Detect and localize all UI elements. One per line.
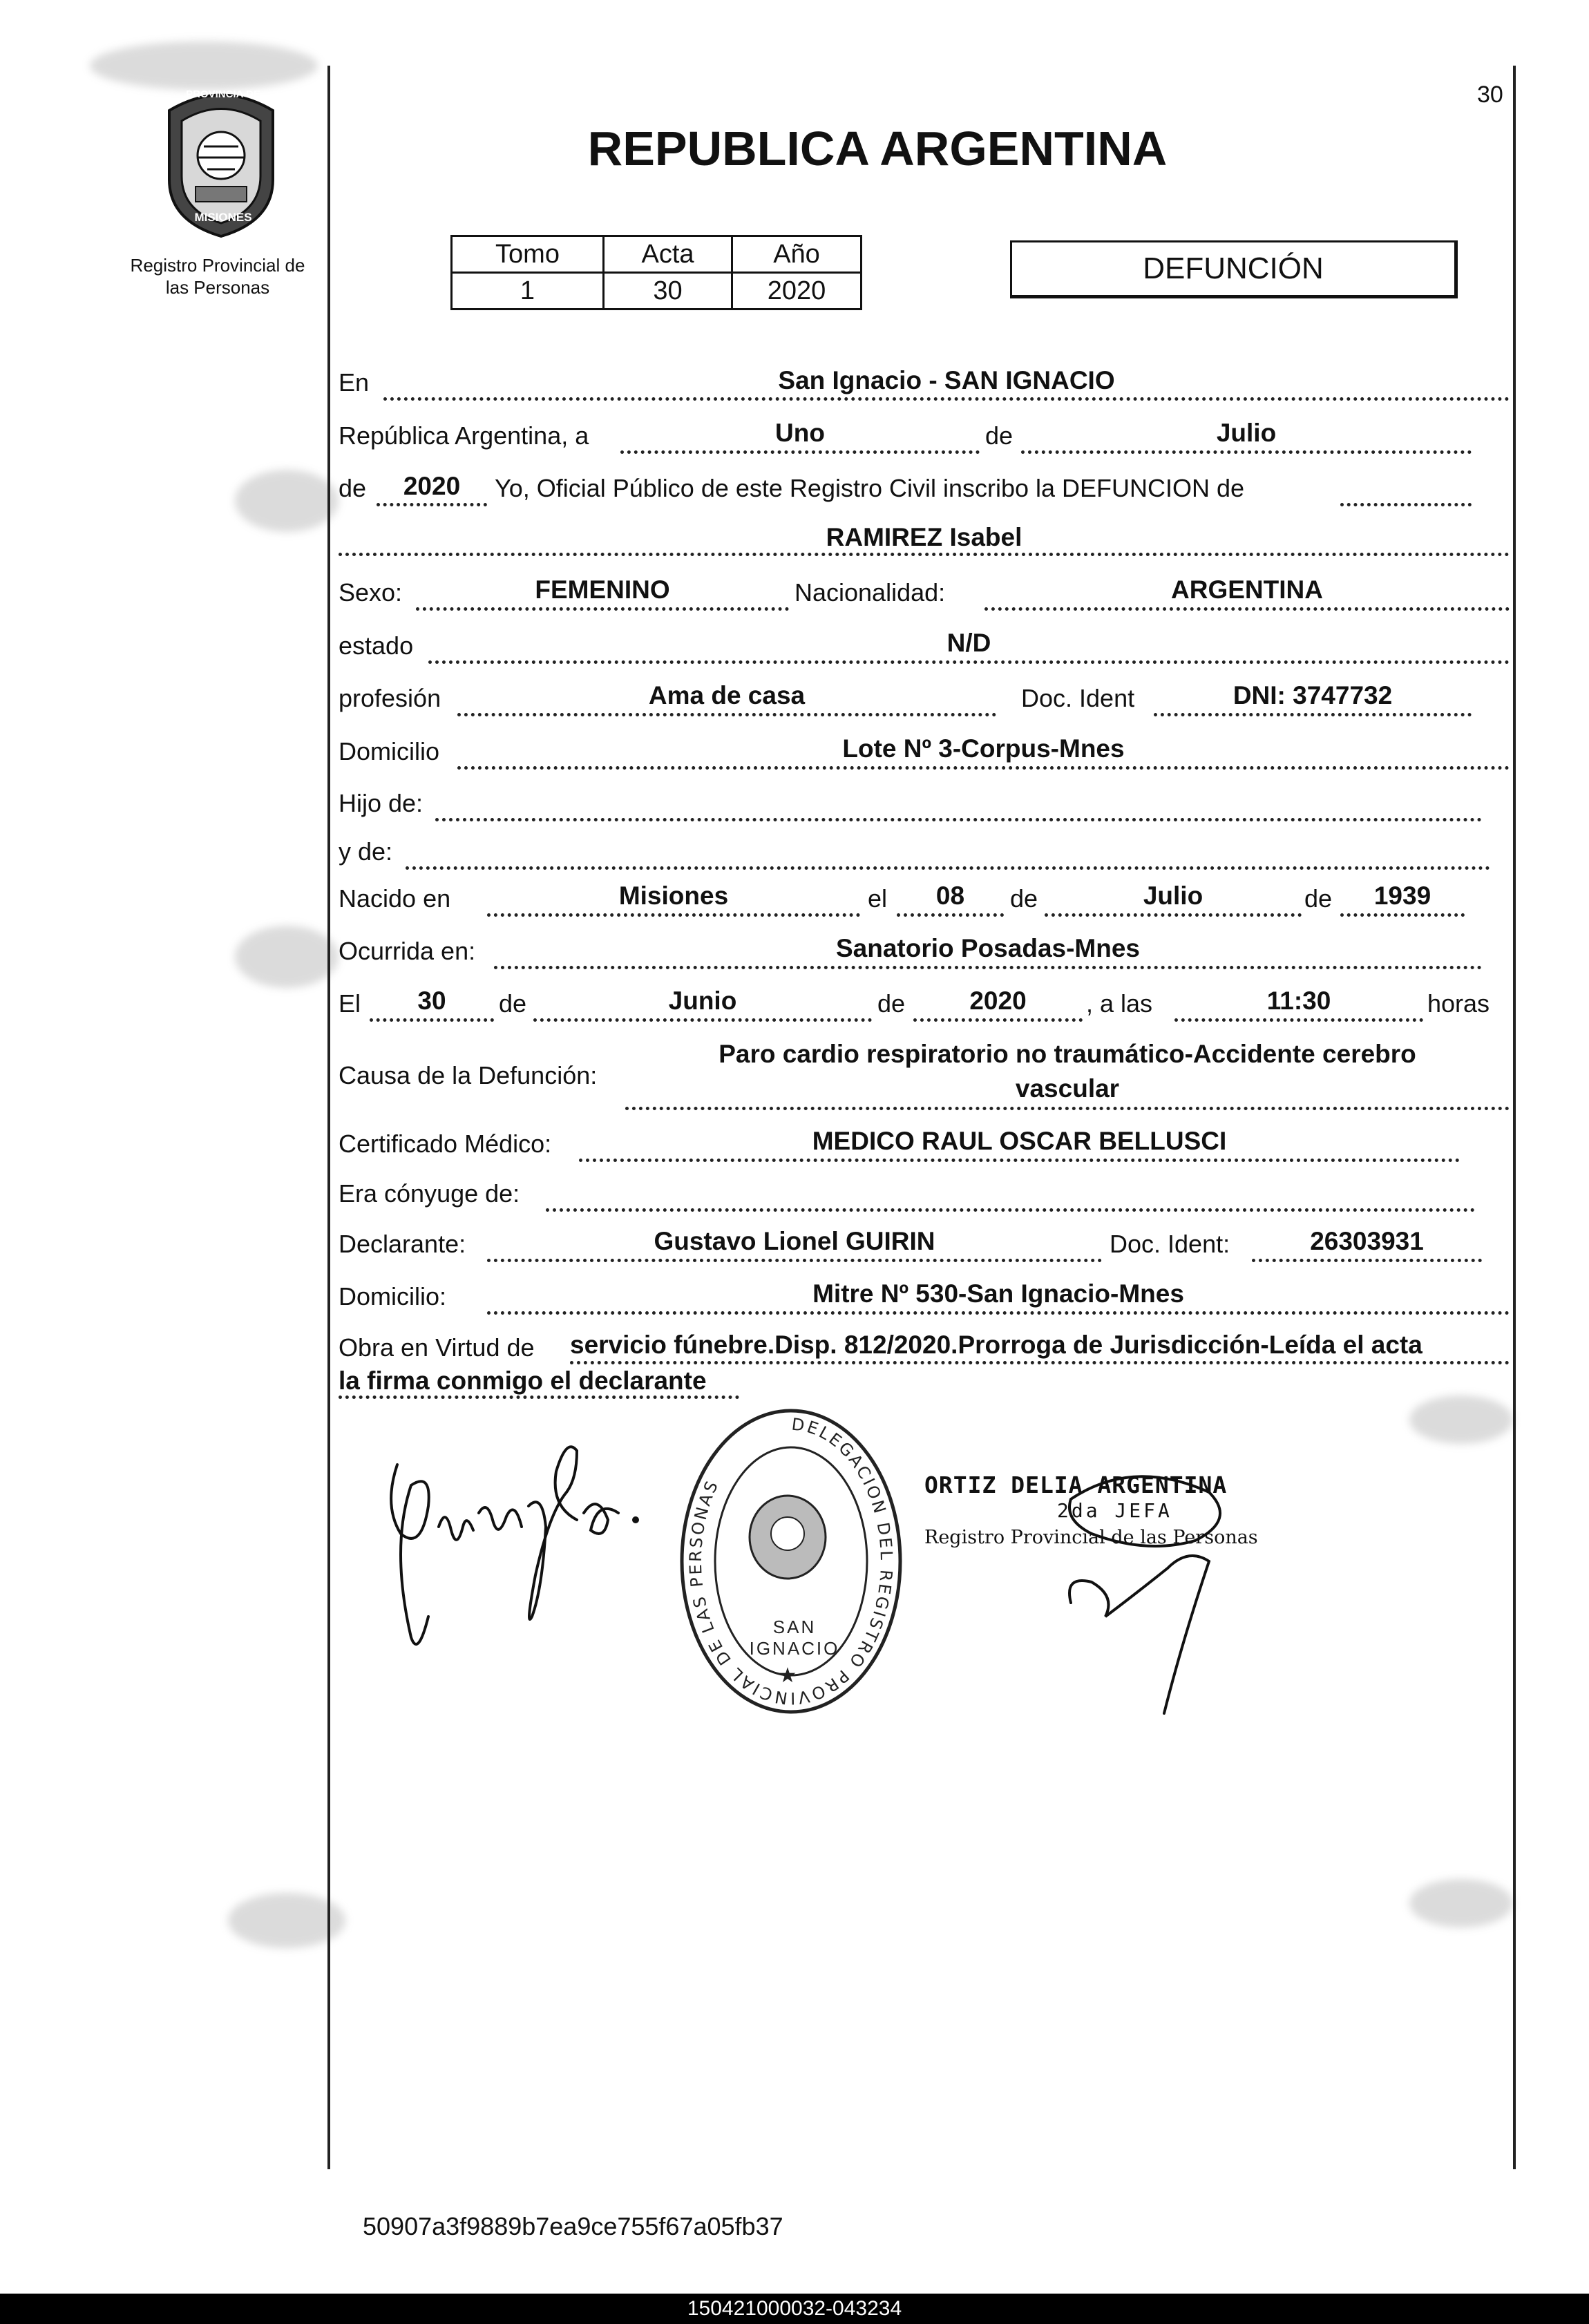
label-domicilio2: Domicilio: — [339, 1282, 447, 1311]
document-hash: 50907a3f9889b7ea9ce755f67a05fb37 — [363, 2212, 783, 2240]
dotted-line — [416, 607, 789, 611]
value-obra-line1: servicio fúnebre.Disp. 812/2020.Prorroga de Jurisdicción-Leída el acta — [570, 1331, 1423, 1359]
declarante-signature — [370, 1409, 660, 1658]
value-declarante: Gustavo Lionel GUIRIN — [654, 1227, 935, 1255]
registry-caption-line2: las Personas — [165, 277, 270, 298]
registry-stamp — [674, 1402, 908, 1720]
value-dia-letras: Uno — [775, 419, 825, 447]
label-sexo: Sexo: — [339, 578, 403, 607]
label-el-cap: El — [339, 989, 361, 1018]
barcode-footer: 150421000032-043234 — [0, 2294, 1589, 2324]
value-nacionalidad: ARGENTINA — [1171, 575, 1323, 604]
dotted-line — [487, 1311, 1510, 1315]
label-declarante: Declarante: — [339, 1230, 466, 1258]
label-nacionalidad: Nacionalidad: — [794, 578, 946, 607]
official-signature — [1050, 1437, 1278, 1741]
value-declarante-domicilio: Mitre Nº 530-San Ignacio-Mnes — [812, 1279, 1184, 1308]
dotted-line — [406, 866, 1490, 870]
label-nacido-en: Nacido en — [339, 884, 451, 913]
value-nacido-lugar: Misiones — [618, 882, 729, 910]
record-table-header: Acta — [604, 236, 732, 273]
value-nacido-mes: Julio — [1143, 882, 1203, 910]
record-type-box: DEFUNCIÓN — [1010, 240, 1458, 298]
label-hijo-de: Hijo de: — [339, 789, 424, 817]
scan-smudge — [1409, 1879, 1513, 1927]
label-horas: horas — [1427, 989, 1490, 1018]
label-estado: estado — [339, 631, 414, 660]
dotted-line — [339, 553, 1510, 556]
scan-smudge — [235, 926, 339, 988]
label-ocurrida-en: Ocurrida en: — [339, 937, 476, 965]
record-table-value: 2020 — [732, 273, 862, 309]
stamp-ring-text: DELEGACION DEL REGISTRO PROVINCIAL DE LAS PERSONAS — [685, 1414, 897, 1708]
label-republica: República Argentina, a — [339, 421, 589, 450]
label-causa: Causa de la Defunción: — [339, 1061, 598, 1089]
value-causa-line1: Paro cardio respiratorio no traumático-Accidente cerebro — [719, 1040, 1416, 1068]
value-fecha-mes: Junio — [668, 987, 737, 1015]
dotted-line — [533, 1018, 872, 1022]
value-ocurrida-en: Sanatorio Posadas-Mnes — [835, 934, 1140, 962]
dotted-line — [579, 1159, 1460, 1162]
registry-caption-line1: Registro Provincial de — [130, 255, 305, 276]
value-doc: DNI: 3747732 — [1233, 681, 1393, 709]
label-y-de: y de: — [339, 837, 393, 866]
stamp-graphic — [674, 1402, 908, 1720]
value-declarante-doc: 26303931 — [1310, 1227, 1424, 1255]
dotted-line — [1021, 450, 1472, 454]
value-obra-line2: la firma conmigo el declarante — [339, 1366, 707, 1395]
label-en: En — [339, 368, 370, 397]
value-fecha-dia: 30 — [417, 987, 446, 1015]
label-doc-ident2: Doc. Ident: — [1110, 1230, 1230, 1258]
label-profesion: profesión — [339, 684, 441, 712]
label-de: de — [877, 989, 906, 1018]
record-table — [450, 235, 862, 310]
label-de: de — [339, 474, 367, 502]
value-lugar: San Ignacio - SAN IGNACIO — [778, 366, 1115, 394]
dotted-line — [984, 607, 1510, 611]
label-de: de — [1010, 884, 1038, 913]
value-domicilio: Lote Nº 3-Corpus-Mnes — [842, 734, 1125, 763]
value-nacido-anio: 1939 — [1373, 882, 1431, 910]
dotted-line — [383, 397, 1510, 401]
label-conyuge: Era cónyuge de: — [339, 1179, 520, 1208]
scan-smudge — [235, 470, 339, 532]
dotted-line — [435, 818, 1482, 821]
dotted-line — [428, 660, 1510, 664]
dotted-line — [1340, 913, 1465, 917]
record-table-value: 1 — [452, 273, 604, 309]
logo-bottom-text: MISIONES — [194, 211, 252, 224]
official-name: ORTIZ DELIA ARGENTINA — [924, 1471, 1228, 1498]
label-de: de — [499, 989, 527, 1018]
dotted-line — [913, 1018, 1083, 1022]
left-margin-rule — [327, 66, 330, 2169]
record-table-header: Tomo — [452, 236, 604, 273]
value-hora: 11:30 — [1266, 987, 1331, 1015]
dotted-line — [620, 450, 980, 454]
dotted-line — [487, 913, 860, 917]
label-el: el — [868, 884, 888, 913]
value-fecha-anio: 2020 — [969, 987, 1027, 1015]
dotted-line — [457, 766, 1510, 770]
value-profesion: Ama de casa — [648, 681, 806, 709]
label-a-las: , a las — [1086, 989, 1153, 1018]
scan-smudge — [1409, 1396, 1513, 1444]
label-domicilio: Domicilio — [339, 737, 440, 765]
dotted-line — [570, 1361, 1510, 1364]
label-obra: Obra en Virtud de — [339, 1333, 535, 1362]
dotted-line — [1252, 1259, 1482, 1262]
page-title: REPUBLICA ARGENTINA — [587, 122, 1168, 175]
label-de: de — [985, 421, 1014, 450]
stamp-bottom-text: SAN IGNACIO — [749, 1617, 840, 1659]
value-sexo: FEMENINO — [535, 575, 670, 604]
dotted-line — [1174, 1018, 1423, 1022]
dotted-line — [487, 1259, 1102, 1262]
record-table-value: 30 — [604, 273, 732, 309]
dotted-line — [625, 1107, 1510, 1110]
dotted-line — [1154, 713, 1472, 716]
dotted-line — [457, 713, 996, 716]
dotted-line — [494, 966, 1482, 969]
dotted-line — [546, 1208, 1475, 1212]
dotted-line — [897, 913, 1004, 917]
label-certificado: Certificado Médico: — [339, 1130, 552, 1158]
dotted-line — [370, 1018, 494, 1022]
official-role: 2da JEFA — [1057, 1499, 1172, 1522]
dotted-line — [339, 1396, 739, 1399]
page-number: 30 — [1477, 82, 1503, 108]
value-anio: 2020 — [403, 472, 461, 500]
record-table-header: Año — [732, 236, 862, 273]
value-mes: Julio — [1216, 419, 1277, 447]
value-certificado: MEDICO RAUL OSCAR BELLUSCI — [812, 1127, 1227, 1155]
logo-top-text: PROVINCIA DE — [186, 88, 260, 100]
official-office: Registro Provincial de las Personas — [924, 1527, 1258, 1548]
value-estado: N/D — [946, 629, 991, 657]
dotted-line — [1045, 913, 1302, 917]
svg-text:★: ★ — [778, 1664, 797, 1688]
dotted-line — [377, 503, 487, 506]
label-doc-ident: Doc. Ident — [1021, 684, 1135, 712]
right-margin-rule — [1513, 66, 1516, 2169]
value-fallecido: RAMIREZ Isabel — [826, 523, 1022, 551]
label-yo-oficial: Yo, Oficial Público de este Registro Civil inscribo la DEFUNCION de — [495, 474, 1245, 502]
dotted-line — [1340, 503, 1472, 506]
label-de: de — [1304, 884, 1333, 913]
value-nacido-dia: 08 — [935, 882, 965, 910]
registry-caption — [104, 254, 332, 298]
value-causa-line2: vascular — [1015, 1074, 1120, 1103]
